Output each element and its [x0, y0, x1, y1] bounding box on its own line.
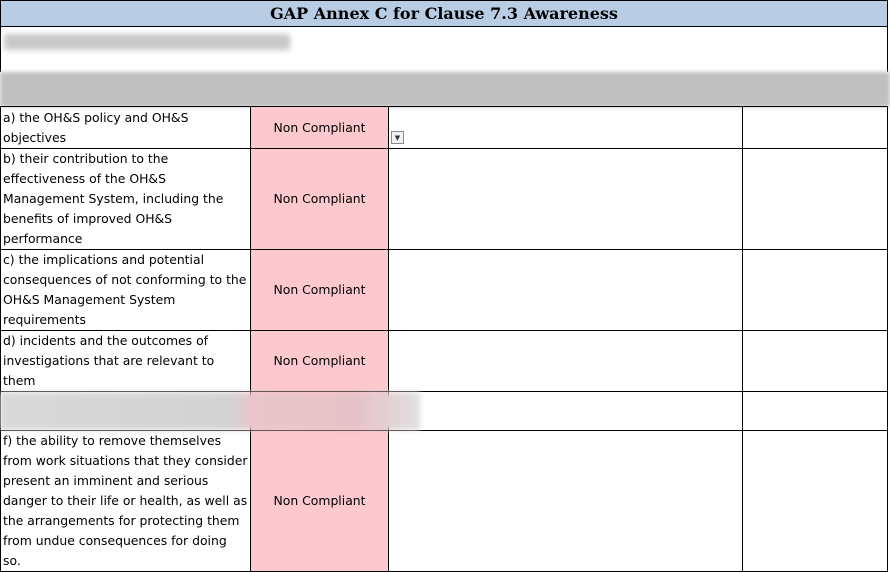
- evidence-cell[interactable]: [389, 149, 743, 250]
- redacted-column-header-band: [0, 72, 890, 107]
- table-row: [1, 250, 888, 331]
- evidence-cell[interactable]: [389, 392, 743, 431]
- notes-cell[interactable]: [743, 107, 888, 149]
- notes-cell[interactable]: [743, 431, 888, 572]
- sheet-title[interactable]: GAP Annex C for Clause 7.3 Awareness: [0, 0, 888, 27]
- requirement-cell[interactable]: b) their contribution to the effectiveness of the OH&S Management System, including the benefits of improved OH&S performance: [1, 149, 251, 250]
- notes-cell[interactable]: [743, 331, 888, 392]
- redacted-row-e: [0, 392, 420, 430]
- requirement-cell[interactable]: d) incidents and the outcomes of investigations that are relevant to them: [1, 331, 251, 392]
- notes-cell[interactable]: [743, 392, 888, 431]
- status-cell[interactable]: Non Compliant: [251, 250, 389, 331]
- evidence-cell[interactable]: [389, 250, 743, 331]
- notes-cell[interactable]: [743, 250, 888, 331]
- redacted-subheader-text: [4, 34, 290, 50]
- requirements-table: [0, 106, 888, 572]
- notes-cell[interactable]: [743, 149, 888, 250]
- status-cell[interactable]: Non Compliant: [251, 431, 389, 572]
- chevron-down-icon: ▼: [394, 133, 401, 142]
- table-row: [1, 149, 888, 250]
- requirement-cell[interactable]: a) the OH&S policy and OH&S objectives: [1, 107, 251, 149]
- evidence-cell[interactable]: [389, 431, 743, 572]
- table-row: [1, 431, 888, 572]
- evidence-cell[interactable]: [389, 107, 743, 149]
- requirement-cell[interactable]: f) the ability to remove themselves from work situations that they consider present an imminent and serious danger to their life or health, as well as the arrangements for protecting them from undue consequences for doing so.: [1, 431, 251, 572]
- requirement-cell[interactable]: c) the implications and potential consequences of not conforming to the OH&S Management System requirements: [1, 250, 251, 331]
- status-cell[interactable]: Non Compliant: [251, 107, 389, 149]
- status-cell[interactable]: Non Compliant: [251, 331, 389, 392]
- dropdown-toggle[interactable]: [391, 131, 404, 144]
- status-cell[interactable]: Non Compliant: [251, 149, 389, 250]
- table-row: [1, 331, 888, 392]
- evidence-cell[interactable]: [389, 331, 743, 392]
- table-row: [1, 107, 888, 149]
